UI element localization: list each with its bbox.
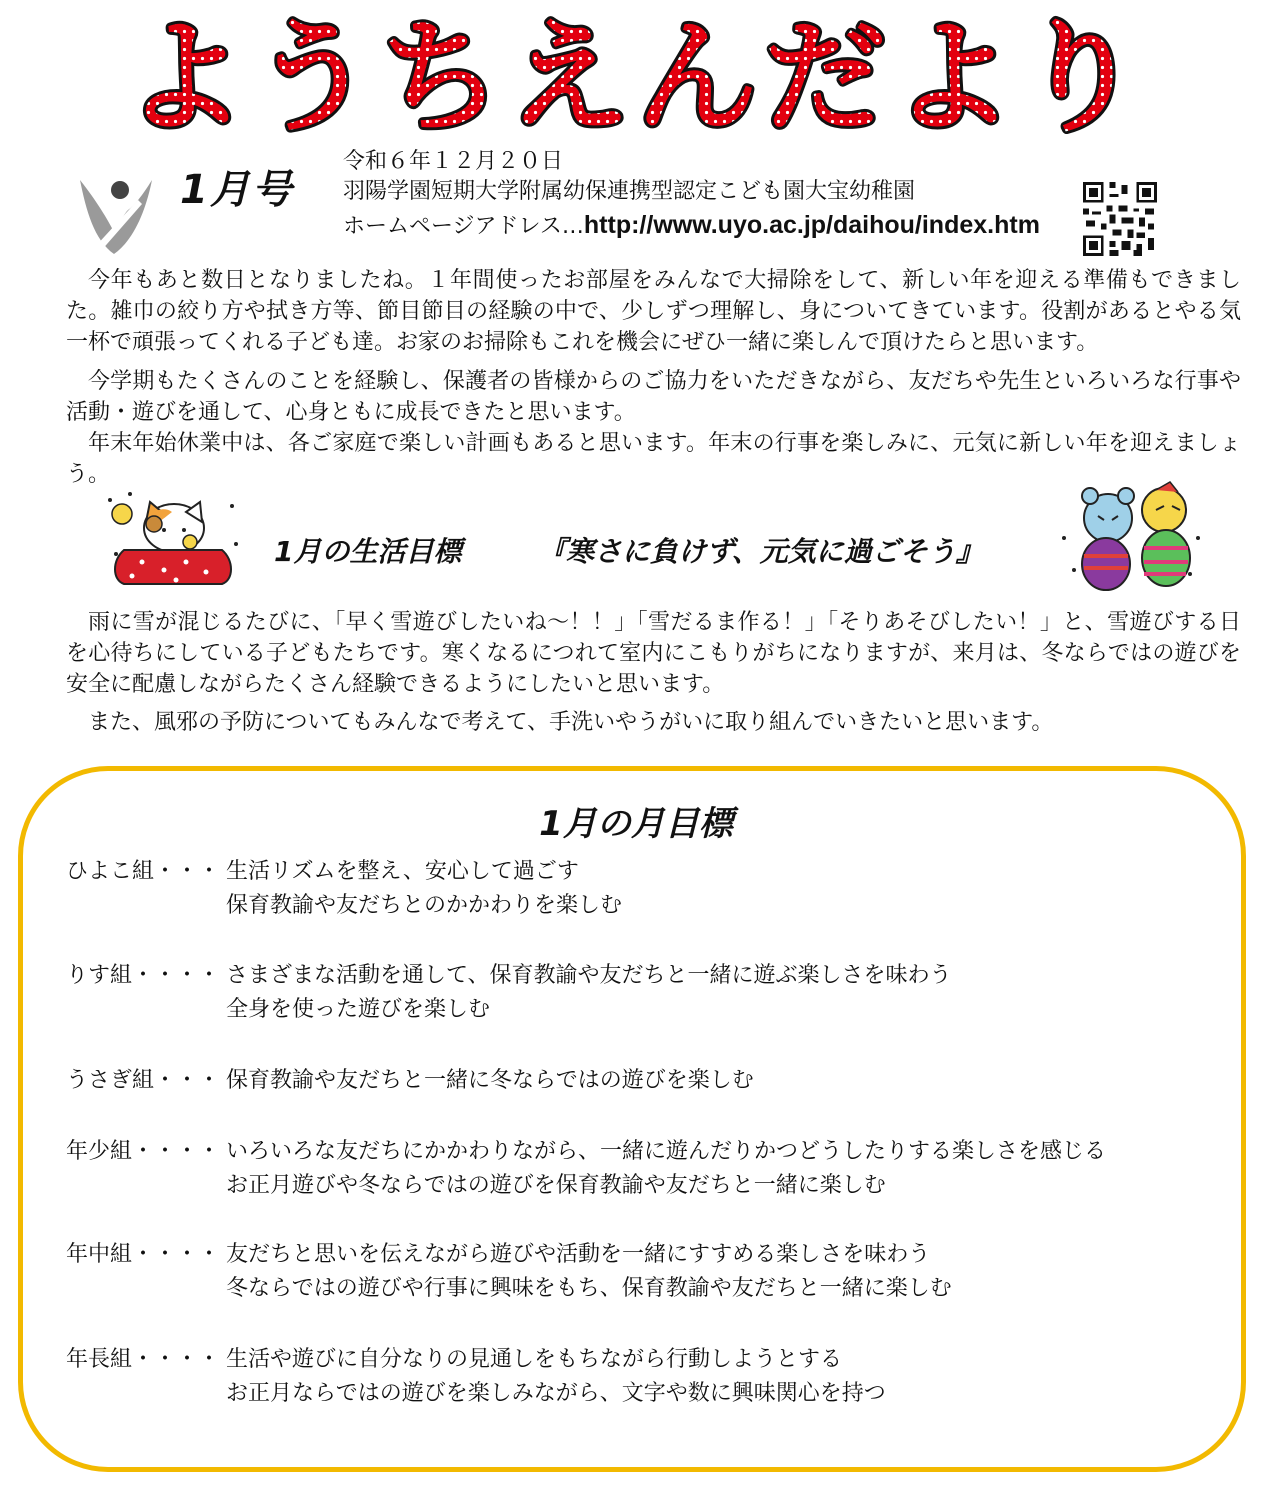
class-goal-2: 保育教諭や友だちとのかかわりを楽しむ bbox=[226, 893, 623, 918]
class-goal-1: 生活リズムを整え、安心して過ごす bbox=[226, 859, 579, 884]
school-name: 羽陽学園短期大学附属幼保連携型認定こども園大宝幼稚園 bbox=[343, 179, 916, 204]
class-goal-1: 生活や遊びに自分なりの見通しをもちながら行動しようとする bbox=[226, 1347, 843, 1372]
class-goal-2: 全身を使った遊びを楽しむ bbox=[226, 997, 491, 1022]
class-name: りす組・・・・ bbox=[66, 963, 221, 988]
life-goal-label: 1月の生活目標 bbox=[274, 535, 462, 568]
school-logo-icon bbox=[76, 170, 156, 260]
class-name: うさぎ組・・・ bbox=[66, 1068, 221, 1093]
class-name: 年長組・・・・ bbox=[66, 1347, 221, 1372]
class-goal-hiyoko bbox=[66, 855, 622, 923]
class-name: 年中組・・・・ bbox=[66, 1242, 221, 1267]
class-goal-risu bbox=[66, 959, 952, 1027]
class-goal-1: 友だちと思いを伝えながら遊びや活動を一緒にすすめる楽しさを味わう bbox=[226, 1242, 931, 1267]
life-goal-paragraph-1: 雨に雪が混じるたびに、「早く雪遊びしたいね～！！」「雪だるま作る！」「そりあそびしたい！」と、雪遊びする日を心待ちにしている子どもたちです。寒くなるにつれて室内にこもりがちになりますが、来月は、冬ならではの遊びを安全に配慮しながらたくさん経験できるようにしたいと思います。 bbox=[66, 610, 1241, 697]
issue-label: 1月号 bbox=[180, 167, 294, 213]
homepage-label: ホームページアドレス… bbox=[343, 214, 584, 239]
life-goal-paragraph-2: また、風邪の予防についてもみんなで考えて、手洗いやうがいに取り組んでいきたいと思います。 bbox=[88, 710, 1054, 735]
monthly-goals-title: 1月の月目標 bbox=[539, 804, 733, 844]
class-goal-1: いろいろな友だちにかかわりながら、一緒に遊んだりかつどうしたりする楽しさを感じる bbox=[226, 1139, 1107, 1164]
intro-paragraph-3: 年末年始休業中は、各ご家庭で楽しい計画もあると思います。年末の行事を楽しみに、元気に新しい年を迎えましょう。 bbox=[66, 431, 1241, 487]
intro-paragraph-2: 今学期もたくさんのことを経験し、保護者の皆様からのご協力をいただきながら、友だちや先生といろいろな行事や活動・遊びを通して、心身ともに成長できたと思います。 bbox=[66, 369, 1241, 425]
life-goal-text: 『寒さに負けず、元気に過ごそう』 bbox=[538, 535, 984, 568]
intro-paragraph-1: 今年もあと数日となりましたね。１年間使ったお部屋をみんなで大掃除をして、新しい年を迎える準備もできました。雑巾の絞り方や拭き方等、節目節目の経験の中で、少しずつ理解し、身についてきています。役割があるとやる気一杯で頑張ってくれる子ども達。お家のお掃除もこれを機会にぜひ一緒に楽しんで頂けたらと思います。 bbox=[66, 268, 1241, 355]
class-goal-nenchu bbox=[66, 1238, 952, 1306]
qr-code-icon[interactable] bbox=[1083, 182, 1157, 256]
newsletter-title bbox=[0, 0, 1272, 150]
class-goal-2: 冬ならではの遊びや行事に興味をもち、保育教諭や友だちと一緒に楽しむ bbox=[226, 1276, 952, 1301]
class-goal-nensho bbox=[66, 1135, 1106, 1203]
class-name: 年少組・・・・ bbox=[66, 1139, 221, 1164]
class-goal-usagi bbox=[66, 1064, 754, 1098]
bear-chick-illustration bbox=[1058, 478, 1208, 596]
class-goal-1: さまざまな活動を通して、保育教諭や友だちと一緒に遊ぶ楽しさを味わう bbox=[226, 963, 952, 988]
homepage-link[interactable]: http://www.uyo.ac.jp/daihou/index.htm bbox=[583, 211, 1040, 239]
class-goal-2: お正月ならではの遊びを楽しみながら、文字や数に興味関心を持つ bbox=[226, 1381, 886, 1406]
cat-kotatsu-illustration bbox=[102, 488, 244, 588]
class-goal-2: お正月遊びや冬ならではの遊びを保育教諭や友だちと一緒に楽しむ bbox=[226, 1173, 886, 1198]
class-name: ひよこ組・・・ bbox=[66, 859, 221, 884]
class-goal-1: 保育教諭や友だちと一緒に冬ならではの遊びを楽しむ bbox=[226, 1068, 754, 1093]
homepage-address bbox=[343, 210, 1040, 242]
title-text: ようちえんだより bbox=[124, 7, 1148, 149]
class-goal-nencho bbox=[66, 1343, 886, 1411]
issue-date: 令和６年１２月２０日 bbox=[343, 149, 564, 174]
